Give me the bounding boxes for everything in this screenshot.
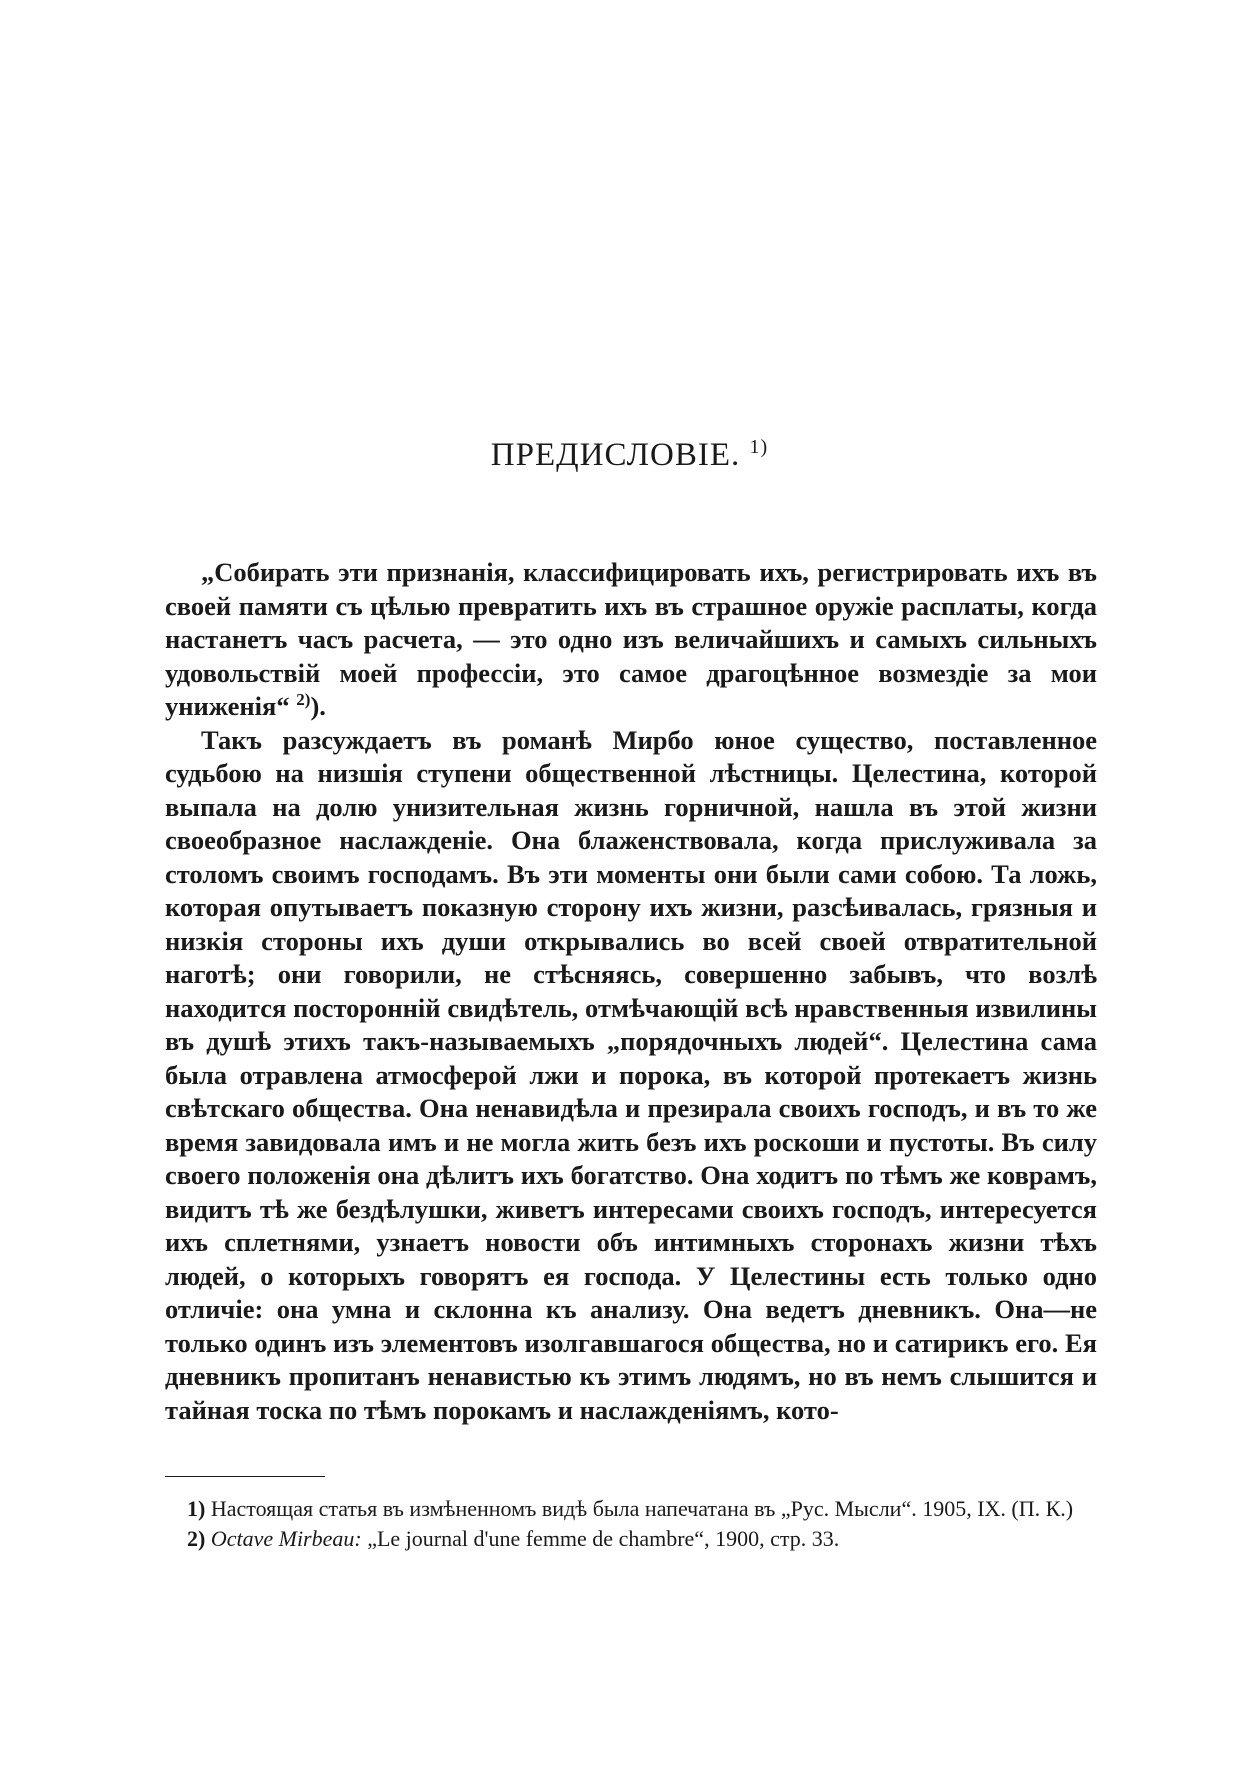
footnote-1-text: Настоящая статья въ измѣненномъ видѣ была напечатана въ „Рус. Мысли“. 1905, IX. (П. К.) [210, 1496, 1074, 1521]
paragraph-main: Такъ разсуждаетъ въ романѣ Мирбо юное существо, поставленное судьбою на низшія ступени общественной лѣстницы. Целестина, которой выпала на долю унизительная жизнь горничной, нашла въ этой жизни своеобразное наслажденіе. Она блаженствовала, когда прислуживала за столомъ своимъ господамъ. Въ эти моменты они были сами собою. Та ложь, которая опутываетъ показную сторону ихъ жизни, разсѣивалась, грязныя и низкія стороны ихъ души открывались во всей своей отвратительной наготѣ; они говорили, не стѣсняясь, совершенно забывъ, что возлѣ находится посторонній свидѣтель, отмѣчающій всѣ нравственныя извилины въ душѣ этихъ такъ-называемыхъ „порядочныхъ людей“. Целестина сама была отравлена атмосферой лжи и порока, въ которой протекаетъ жизнь свѣтскаго общества. Она ненавидѣла и презирала своихъ господъ, и въ то же время завидовала имъ и не могла жить безъ ихъ роскоши и пустоты. Въ силу своего положенія она дѣлитъ ихъ богатство. Она ходитъ по тѣмъ же коврамъ, видитъ тѣ же бездѣлушки, живетъ интересами своихъ господъ, интересуется ихъ сплетнями, узнаетъ новости объ интимныхъ сторонахъ жизни тѣхъ людей, о которыхъ говорятъ ея господа. У Целестины есть только одно отличіе: она умна и склонна къ анализу. Она ведетъ дневникъ. Она—не только одинъ изъ элементовъ изолгавшагося общества, но и сатирикъ его. Ея дневникъ пропитанъ ненавистью къ этимъ людямъ, но въ немъ слышится и тайная тоска по тѣмъ порокамъ и наслажденіямъ, кото- [165, 724, 1097, 1425]
paragraph-quote [165, 556, 1097, 724]
body-text [165, 556, 1097, 1427]
footnote-2-text: „Le journal d'une femme de chambre“, 1900, стр. 33. [367, 1526, 840, 1551]
footnotes [165, 1494, 1097, 1554]
footnote-1 [165, 1494, 1097, 1524]
quote-footnote-mark: 2) [296, 690, 311, 710]
footnote-divider [165, 1476, 325, 1477]
footnote-1-mark: 1) [187, 1496, 206, 1521]
chapter-title [0, 436, 1259, 474]
footnote-2-mark: 2) [187, 1526, 206, 1551]
paragraph-quote-text: „Собирать эти признанія, классифицировать ихъ, регистрировать ихъ въ своей памяти съ цѣлью превратить ихъ въ страшное оружіе расплаты, когда настанетъ часъ расчета, — это одно изъ величайшихъ и самыхъ сильныхъ удовольствій моей профессіи, это самое драгоцѣнное возмездіе за мои униженія“ [165, 557, 1097, 721]
title-footnote-mark: 1) [749, 436, 769, 458]
footnote-2 [165, 1524, 1097, 1554]
chapter-title-text: ПРЕДИСЛОВІЕ. [490, 437, 741, 473]
footnote-2-author: Octave Mirbeau: [210, 1526, 362, 1551]
quote-closing: ). [310, 691, 326, 721]
